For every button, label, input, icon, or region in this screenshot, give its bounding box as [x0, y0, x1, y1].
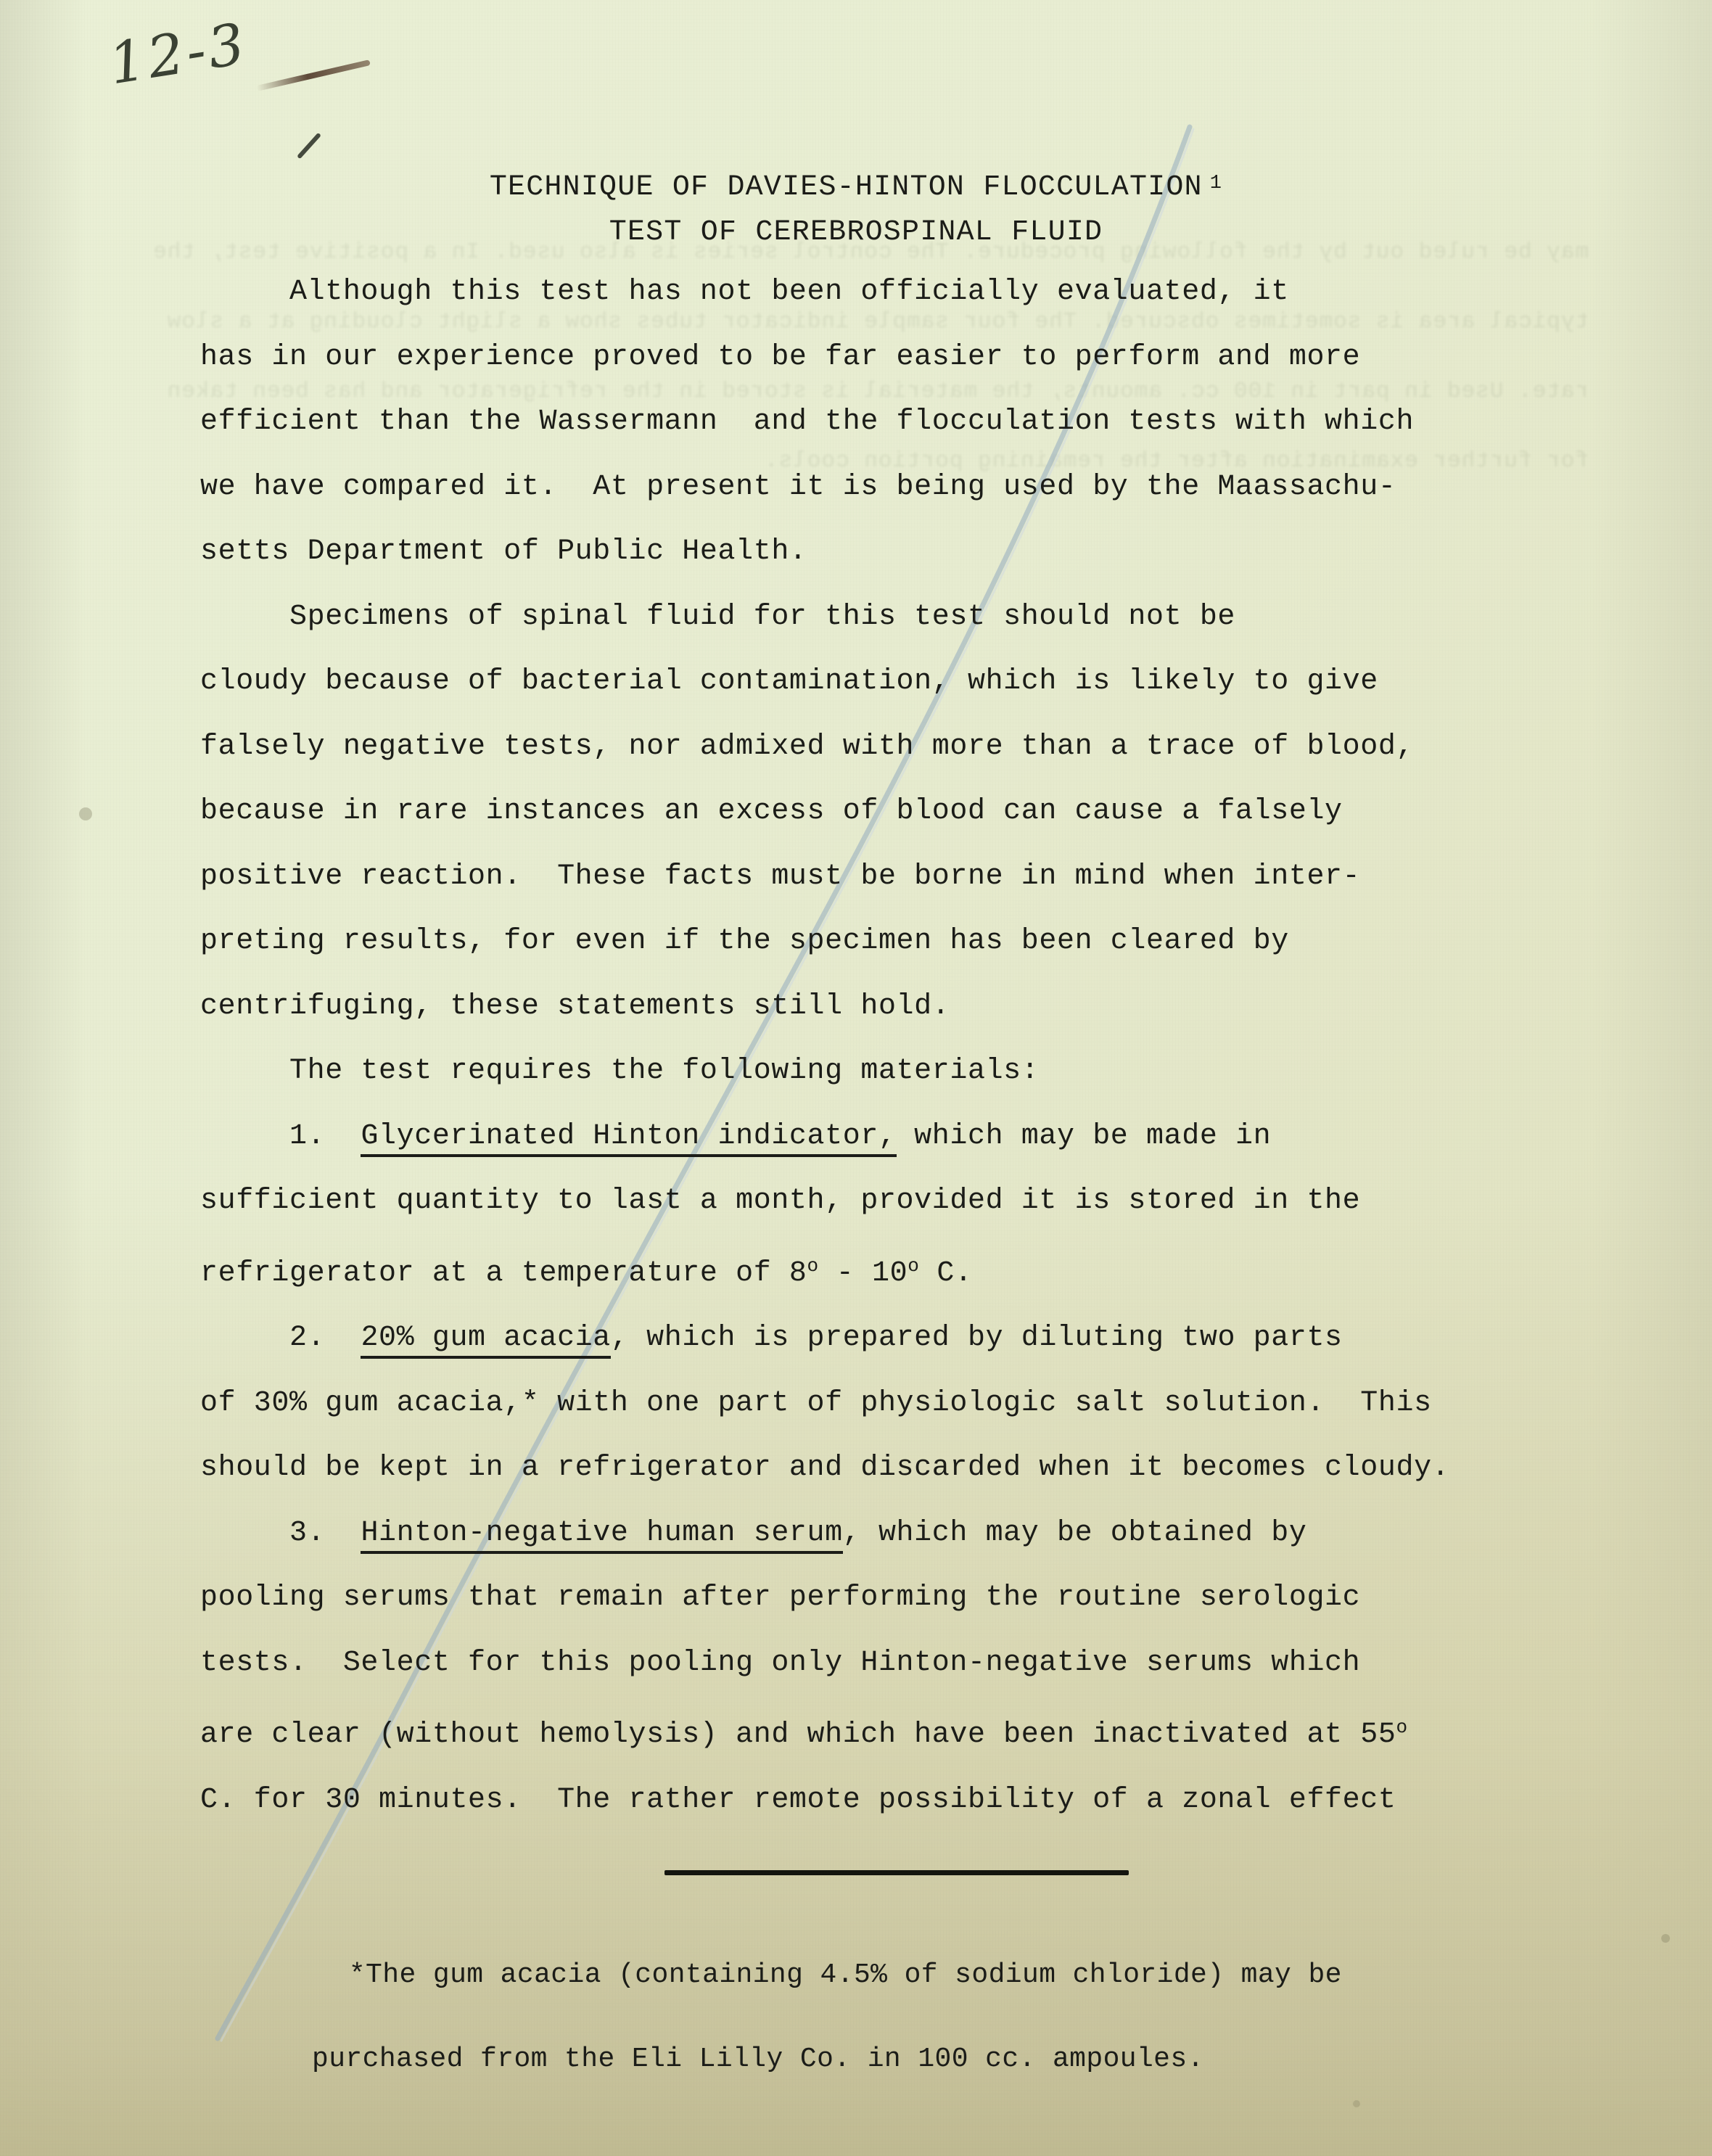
paragraph-p1-line-3: efficient than the Wassermann and the flocculation tests with which	[200, 406, 1415, 438]
material-3-line-5: C. for 30 minutes. The rather remote possibility of a zonal effect	[200, 1783, 1396, 1816]
footnote	[281, 1912, 1515, 2156]
paragraph-p2-line-3: falsely negative tests, nor admixed with more than a trace of blood,	[200, 730, 1415, 763]
title-line-1: TECHNIQUE OF DAVIES-HINTON FLOCCULATION	[489, 171, 1203, 204]
page-title	[0, 161, 1712, 255]
footnote-line-2: purchased from the Eli Lilly Co. in 100 cc. ampoules.	[312, 2044, 1204, 2075]
paragraph-p1-line-2: has in our experience proved to be far easier to perform and more	[200, 340, 1361, 374]
material-3-line-4: are clear (without hemolysis) and which have been inactivated at 55$^o$	[200, 1716, 1408, 1751]
footnote-marker: *	[348, 1959, 366, 1991]
paragraph-p2-line-2: cloudy because of bacterial contamination, which is likely to give	[200, 665, 1378, 698]
material-3-line-2: pooling serums that remain after performing the routine serologic	[200, 1581, 1361, 1614]
material-1-line-3: refrigerator at a temperature of 8$^o$ - 10$^o$ C.	[200, 1254, 973, 1290]
material-2-line-3: should be kept in a refrigerator and discarded when it becomes cloudy.	[200, 1452, 1450, 1484]
paragraph-p1-line-4: we have compared it. At present it is being used by the Maassachu-	[200, 470, 1396, 503]
material-1-line-1: 1. Glycerinated Hinton indicator, which may be made in	[200, 1104, 1564, 1169]
paragraph-p2-line-4: because in rare instances an excess of blood can cause a falsely	[200, 795, 1343, 828]
material-1-line-2: sufficient quantity to last a month, provided it is stored in the	[200, 1185, 1361, 1217]
material-2-line-2: of 30% gum acacia,* with one part of physiologic salt solution. This	[200, 1386, 1432, 1420]
handwritten-archival-mark: 12-3	[104, 11, 252, 98]
bleed-through-text: may be ruled out by the following procedure. The control series is also used. In a positive test, the typical area is sometimes obscured. The four sample indicator tubes show a slight clouding at a slow rate. Used in part in 100 cc. amounts, the material is stored in the refrigerator and has been taken for further examination after the remaining portion cools.	[138, 239, 1589, 474]
footnote-line-1: The gum acacia (containing 4.5% of sodium chloride) may be	[366, 1959, 1342, 1991]
paragraph-p2-line-6: preting results, for even if the specimen has been cleared by	[200, 925, 1289, 958]
title-footnote-marker: 1	[1209, 173, 1223, 194]
material-3-line-3: tests. Select for this pooling only Hinton-negative serums which	[200, 1646, 1361, 1679]
paragraph-p2-line-7: centrifuging, these statements still hold.	[200, 989, 950, 1023]
paragraph-p3-line-1: The test requires the following materials:	[200, 1055, 1040, 1087]
material-2-line-1: 2. 20% gum acacia, which is prepared by diluting two parts	[200, 1306, 1564, 1371]
paragraph-p1-line-5: setts Department of Public Health.	[200, 535, 807, 568]
paragraph-p2-line-1: Specimens of spinal fluid for this test should not be	[200, 600, 1236, 633]
material-3-line-1: 3. Hinton-negative human serum, which may be obtained by	[200, 1501, 1564, 1566]
footnote-divider-rule	[664, 1870, 1129, 1875]
title-line-2: TEST OF CEREBROSPINAL FLUID	[609, 216, 1103, 249]
paragraph-p2-line-5: positive reaction. These facts must be borne in mind when inter-	[200, 860, 1361, 893]
body-text	[200, 260, 1564, 1832]
paragraph-p1-line-1: Although this test has not been officially evaluated, it	[200, 276, 1289, 308]
